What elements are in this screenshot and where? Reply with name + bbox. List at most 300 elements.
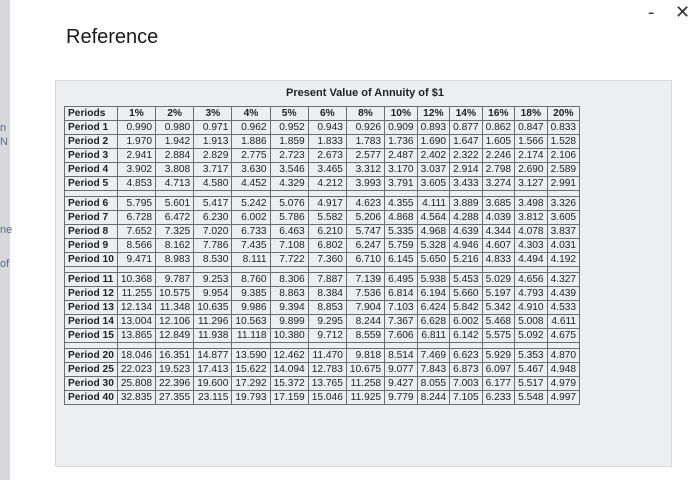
table-cell: 8.244 <box>417 391 450 405</box>
table-cell: 7.887 <box>308 273 346 287</box>
table-cell: 4.212 <box>308 177 346 191</box>
table-cell: 6.247 <box>346 239 384 253</box>
table-cell: 7.606 <box>385 329 418 343</box>
table-cell: 5.575 <box>482 329 515 343</box>
table-cell: 7.536 <box>346 287 384 301</box>
table-cell: 4.713 <box>156 177 194 191</box>
table-cell: 11.118 <box>232 329 270 343</box>
table-cell: 4.623 <box>346 197 384 211</box>
table-cell: 25.808 <box>117 377 155 391</box>
period-label: Period 7 <box>65 211 118 225</box>
table-cell: 1.605 <box>482 135 515 149</box>
column-header-rate: 2% <box>156 107 194 121</box>
column-header-rate: 6% <box>308 107 346 121</box>
table-cell: 7.325 <box>156 225 194 239</box>
table-cell: 5.795 <box>117 197 155 211</box>
table-cell: 5.468 <box>482 315 515 329</box>
table-row <box>65 377 580 391</box>
table-cell: 11.348 <box>156 301 194 315</box>
period-label: Period 40 <box>65 391 118 405</box>
table-cell: 5.008 <box>515 315 548 329</box>
dialog-title: Reference <box>66 26 159 48</box>
table-row <box>65 329 580 343</box>
table-cell: 5.342 <box>482 301 515 315</box>
table-cell: 3.630 <box>232 163 270 177</box>
background-text: N <box>0 136 8 148</box>
table-cell: 2.577 <box>346 149 384 163</box>
table-cell: 8.055 <box>417 377 450 391</box>
column-header-rate: 1% <box>117 107 155 121</box>
table-cell: 27.355 <box>156 391 194 405</box>
period-label: Period 10 <box>65 253 118 267</box>
table-row <box>65 391 580 405</box>
table-cell: 6.710 <box>346 253 384 267</box>
table-cell: 3.170 <box>385 163 418 177</box>
background-text: ne <box>0 224 13 236</box>
table-cell: 9.787 <box>156 273 194 287</box>
table-cell: 6.424 <box>417 301 450 315</box>
table-cell: 0.980 <box>156 121 194 135</box>
table-cell: 5.197 <box>482 287 515 301</box>
table-cell: 3.312 <box>346 163 384 177</box>
table-cell: 11.255 <box>117 287 155 301</box>
table-row <box>65 287 580 301</box>
table-cell: 8.384 <box>308 287 346 301</box>
table-cell: 2.941 <box>117 149 155 163</box>
table-row <box>65 149 580 163</box>
table-cell: 7.103 <box>385 301 418 315</box>
table-cell: 5.842 <box>450 301 483 315</box>
table-row <box>65 135 580 149</box>
table-cell: 4.639 <box>450 225 483 239</box>
table-cell: 3.433 <box>450 177 483 191</box>
table-cell: 5.335 <box>385 225 418 239</box>
table-cell: 5.467 <box>515 363 548 377</box>
table-cell: 6.495 <box>385 273 418 287</box>
column-header-rate: 20% <box>547 107 580 121</box>
table-cell: 2.673 <box>308 149 346 163</box>
table-cell: 7.360 <box>308 253 346 267</box>
table-cell: 5.092 <box>515 329 548 343</box>
table-cell: 6.233 <box>482 391 515 405</box>
table-cell: 4.111 <box>417 197 450 211</box>
table-cell: 6.210 <box>308 225 346 239</box>
table-cell: 4.344 <box>482 225 515 239</box>
table-row <box>65 225 580 239</box>
period-label: Period 14 <box>65 315 118 329</box>
table-row <box>65 301 580 315</box>
table-cell: 12.462 <box>270 349 308 363</box>
table-cell: 8.111 <box>232 253 270 267</box>
period-label: Period 3 <box>65 149 118 163</box>
table-cell: 4.793 <box>515 287 548 301</box>
column-header-rate: 4% <box>232 107 270 121</box>
table-cell: 5.548 <box>515 391 548 405</box>
table-cell: 7.786 <box>194 239 232 253</box>
table-cell: 9.712 <box>308 329 346 343</box>
period-label: Period 6 <box>65 197 118 211</box>
table-cell: 3.808 <box>156 163 194 177</box>
table-row <box>65 349 580 363</box>
table-cell: 8.306 <box>270 273 308 287</box>
table-cell: 5.242 <box>232 197 270 211</box>
table-cell: 7.435 <box>232 239 270 253</box>
table-cell: 0.847 <box>515 121 548 135</box>
table-cell: 4.870 <box>547 349 580 363</box>
table-cell: 6.002 <box>232 211 270 225</box>
table-cell: 4.997 <box>547 391 580 405</box>
table-cell: 5.453 <box>450 273 483 287</box>
table-cell: 0.962 <box>232 121 270 135</box>
table-cell: 22.396 <box>156 377 194 391</box>
table-cell: 3.717 <box>194 163 232 177</box>
table-body <box>65 121 580 405</box>
table-cell: 4.303 <box>515 239 548 253</box>
table-cell: 6.873 <box>450 363 483 377</box>
table-cell: 3.037 <box>417 163 450 177</box>
period-label: Period 15 <box>65 329 118 343</box>
table-cell: 2.723 <box>270 149 308 163</box>
table-cell: 11.938 <box>194 329 232 343</box>
table-cell: 5.076 <box>270 197 308 211</box>
period-label: Period 8 <box>65 225 118 239</box>
table-cell: 11.258 <box>346 377 384 391</box>
table-cell: 10.575 <box>156 287 194 301</box>
table-cell: 5.582 <box>308 211 346 225</box>
table-cell: 5.759 <box>385 239 418 253</box>
table-cell: 11.296 <box>194 315 232 329</box>
column-header-rate: 5% <box>270 107 308 121</box>
table-cell: 6.811 <box>417 329 450 343</box>
table-cell: 9.818 <box>346 349 384 363</box>
table-cell: 5.601 <box>156 197 194 211</box>
table-cell: 7.105 <box>450 391 483 405</box>
table-cell: 1.783 <box>346 135 384 149</box>
table-cell: 6.463 <box>270 225 308 239</box>
background-text: n <box>0 122 7 134</box>
table-cell: 13.004 <box>117 315 155 329</box>
table-cell: 8.983 <box>156 253 194 267</box>
table-cell: 17.292 <box>232 377 270 391</box>
table-cell: 8.566 <box>117 239 155 253</box>
table-cell: 19.523 <box>156 363 194 377</box>
table-cell: 0.877 <box>450 121 483 135</box>
column-header-rate: 18% <box>515 107 548 121</box>
table-cell: 2.775 <box>232 149 270 163</box>
table-cell: 8.514 <box>385 349 418 363</box>
table-cell: 4.675 <box>547 329 580 343</box>
table-header-row <box>65 107 580 121</box>
table-cell: 4.288 <box>450 211 483 225</box>
period-label: Period 4 <box>65 163 118 177</box>
table-cell: 9.899 <box>270 315 308 329</box>
table-cell: 5.029 <box>482 273 515 287</box>
table-cell: 14.877 <box>194 349 232 363</box>
table-cell: 4.533 <box>547 301 580 315</box>
table-cell: 7.652 <box>117 225 155 239</box>
table-cell: 2.829 <box>194 149 232 163</box>
table-cell: 9.471 <box>117 253 155 267</box>
table-cell: 3.605 <box>547 211 580 225</box>
table-cell: 3.274 <box>482 177 515 191</box>
table-cell: 16.351 <box>156 349 194 363</box>
table-cell: 1.886 <box>232 135 270 149</box>
background-window-strip <box>0 0 13 480</box>
table-cell: 4.580 <box>194 177 232 191</box>
table-cell: 6.002 <box>450 315 483 329</box>
table-cell: 19.600 <box>194 377 232 391</box>
table-cell: 3.465 <box>308 163 346 177</box>
table-cell: 6.802 <box>308 239 346 253</box>
column-header-rate: 3% <box>194 107 232 121</box>
column-header-rate: 14% <box>450 107 483 121</box>
period-label: Period 25 <box>65 363 118 377</box>
table-cell: 1.859 <box>270 135 308 149</box>
table-cell: 10.635 <box>194 301 232 315</box>
table-cell: 3.605 <box>417 177 450 191</box>
table-row <box>65 121 580 135</box>
table-cell: 1.647 <box>450 135 483 149</box>
table-cell: 3.889 <box>450 197 483 211</box>
table-cell: 10.675 <box>346 363 384 377</box>
table-cell: 5.660 <box>450 287 483 301</box>
table-cell: 2.914 <box>450 163 483 177</box>
table-cell: 3.546 <box>270 163 308 177</box>
period-label: Period 5 <box>65 177 118 191</box>
table-row <box>65 239 580 253</box>
table-cell: 4.853 <box>117 177 155 191</box>
table-cell: 2.322 <box>450 149 483 163</box>
table-cell: 4.031 <box>547 239 580 253</box>
table-cell: 6.814 <box>385 287 418 301</box>
table-cell: 3.685 <box>482 197 515 211</box>
table-cell: 4.979 <box>547 377 580 391</box>
column-header-rate: 16% <box>482 107 515 121</box>
table-cell: 2.690 <box>515 163 548 177</box>
table-cell: 1.566 <box>515 135 548 149</box>
table-cell: 13.590 <box>232 349 270 363</box>
table-cell: 0.909 <box>385 121 418 135</box>
table-cell: 6.628 <box>417 315 450 329</box>
table-cell: 9.779 <box>385 391 418 405</box>
table-cell: 9.295 <box>308 315 346 329</box>
table-cell: 5.517 <box>515 377 548 391</box>
period-label: Period 30 <box>65 377 118 391</box>
table-cell: 4.656 <box>515 273 548 287</box>
table-cell: 1.528 <box>547 135 580 149</box>
table-cell: 6.728 <box>117 211 155 225</box>
table-cell: 0.926 <box>346 121 384 135</box>
table-cell: 12.849 <box>156 329 194 343</box>
table-cell: 3.812 <box>515 211 548 225</box>
table-cell: 7.843 <box>417 363 450 377</box>
table-cell: 0.833 <box>547 121 580 135</box>
table-row <box>65 211 580 225</box>
table-cell: 7.469 <box>417 349 450 363</box>
table-cell: 4.039 <box>482 211 515 225</box>
table-cell: 17.159 <box>270 391 308 405</box>
table-cell: 4.452 <box>232 177 270 191</box>
table-cell: 4.968 <box>417 225 450 239</box>
table-cell: 9.077 <box>385 363 418 377</box>
period-label: Period 12 <box>65 287 118 301</box>
table-cell: 3.498 <box>515 197 548 211</box>
table-cell: 3.326 <box>547 197 580 211</box>
table-cell: 3.791 <box>385 177 418 191</box>
table-cell: 1.942 <box>156 135 194 149</box>
table-cell: 12.106 <box>156 315 194 329</box>
table-cell: 7.367 <box>385 315 418 329</box>
table-cell: 18.046 <box>117 349 155 363</box>
table-cell: 9.394 <box>270 301 308 315</box>
table-cell: 1.833 <box>308 135 346 149</box>
table-cell: 9.385 <box>232 287 270 301</box>
table-cell: 32.835 <box>117 391 155 405</box>
table-cell: 12.134 <box>117 301 155 315</box>
table-cell: 3.993 <box>346 177 384 191</box>
table-cell: 5.216 <box>450 253 483 267</box>
table-cell: 4.439 <box>547 287 580 301</box>
table-cell: 12.783 <box>308 363 346 377</box>
table-cell: 4.948 <box>547 363 580 377</box>
table-cell: 11.470 <box>308 349 346 363</box>
background-text: of <box>0 258 10 270</box>
table-cell: 7.904 <box>346 301 384 315</box>
table-cell: 7.020 <box>194 225 232 239</box>
table-cell: 4.611 <box>547 315 580 329</box>
column-header-rate: 10% <box>385 107 418 121</box>
table-cell: 8.863 <box>270 287 308 301</box>
table-row <box>65 273 580 287</box>
table-cell: 5.417 <box>194 197 232 211</box>
table-cell: 3.127 <box>515 177 548 191</box>
table-cell: 0.952 <box>270 121 308 135</box>
table-row <box>65 163 580 177</box>
table-cell: 2.402 <box>417 149 450 163</box>
table-cell: 8.162 <box>156 239 194 253</box>
table-cell: 6.733 <box>232 225 270 239</box>
table-cell: 5.938 <box>417 273 450 287</box>
table-cell: 19.793 <box>232 391 270 405</box>
table-cell: 6.472 <box>156 211 194 225</box>
table-cell: 15.372 <box>270 377 308 391</box>
table-cell: 10.380 <box>270 329 308 343</box>
table-cell: 0.862 <box>482 121 515 135</box>
table-cell: 7.722 <box>270 253 308 267</box>
table-row <box>65 253 580 267</box>
table-cell: 3.837 <box>547 225 580 239</box>
table-cell: 8.760 <box>232 273 270 287</box>
table-cell: 2.991 <box>547 177 580 191</box>
table-cell: 6.177 <box>482 377 515 391</box>
period-label: Period 13 <box>65 301 118 315</box>
minimize-button[interactable]: - <box>648 2 655 23</box>
table-cell: 2.106 <box>547 149 580 163</box>
table-cell: 22.023 <box>117 363 155 377</box>
table-row <box>65 197 580 211</box>
table-cell: 4.917 <box>308 197 346 211</box>
table-cell: 6.194 <box>417 287 450 301</box>
table-cell: 4.192 <box>547 253 580 267</box>
table-cell: 13.765 <box>308 377 346 391</box>
table-cell: 23.115 <box>194 391 232 405</box>
table-cell: 5.353 <box>515 349 548 363</box>
period-label: Period 1 <box>65 121 118 135</box>
table-cell: 0.943 <box>308 121 346 135</box>
table-cell: 7.108 <box>270 239 308 253</box>
table-cell: 8.244 <box>346 315 384 329</box>
table-cell: 2.246 <box>482 149 515 163</box>
table-cell: 5.786 <box>270 211 308 225</box>
table-cell: 1.736 <box>385 135 418 149</box>
table-cell: 4.327 <box>547 273 580 287</box>
table-cell: 4.329 <box>270 177 308 191</box>
table-cell: 7.139 <box>346 273 384 287</box>
table-row <box>65 315 580 329</box>
table-row <box>65 177 580 191</box>
table-cell: 13.865 <box>117 329 155 343</box>
table-cell: 8.559 <box>346 329 384 343</box>
table-cell: 9.427 <box>385 377 418 391</box>
table-cell: 1.970 <box>117 135 155 149</box>
table-cell: 3.902 <box>117 163 155 177</box>
close-button[interactable]: ✕ <box>675 2 691 23</box>
table-cell: 5.747 <box>346 225 384 239</box>
table-cell: 1.690 <box>417 135 450 149</box>
table-cell: 2.589 <box>547 163 580 177</box>
table-row <box>65 363 580 377</box>
table-cell: 2.174 <box>515 149 548 163</box>
table-cell: 9.253 <box>194 273 232 287</box>
table-cell: 2.487 <box>385 149 418 163</box>
column-header-rate: 8% <box>346 107 384 121</box>
table-cell: 4.564 <box>417 211 450 225</box>
table-cell: 2.884 <box>156 149 194 163</box>
table-cell: 9.986 <box>232 301 270 315</box>
table-cell: 4.078 <box>515 225 548 239</box>
period-label: Period 11 <box>65 273 118 287</box>
table-cell: 2.798 <box>482 163 515 177</box>
table-cell: 4.494 <box>515 253 548 267</box>
period-label: Period 9 <box>65 239 118 253</box>
table-cell: 17.413 <box>194 363 232 377</box>
table-cell: 5.328 <box>417 239 450 253</box>
table-cell: 4.833 <box>482 253 515 267</box>
table-cell: 6.230 <box>194 211 232 225</box>
table-cell: 4.607 <box>482 239 515 253</box>
table-cell: 8.530 <box>194 253 232 267</box>
table-cell: 6.097 <box>482 363 515 377</box>
table-cell: 4.910 <box>515 301 548 315</box>
table-cell: 11.925 <box>346 391 384 405</box>
period-label: Period 20 <box>65 349 118 363</box>
table-cell: 5.206 <box>346 211 384 225</box>
table-cell: 10.368 <box>117 273 155 287</box>
table-cell: 7.003 <box>450 377 483 391</box>
table-cell: 5.929 <box>482 349 515 363</box>
column-header-periods: Periods <box>65 107 118 121</box>
table-cell: 14.094 <box>270 363 308 377</box>
table-cell: 9.954 <box>194 287 232 301</box>
table-cell: 15.046 <box>308 391 346 405</box>
table-cell: 4.946 <box>450 239 483 253</box>
annuity-table <box>64 106 580 405</box>
table-cell: 4.868 <box>385 211 418 225</box>
table-cell: 5.650 <box>417 253 450 267</box>
table-cell: 6.142 <box>450 329 483 343</box>
table-cell: 0.893 <box>417 121 450 135</box>
table-cell: 15.622 <box>232 363 270 377</box>
